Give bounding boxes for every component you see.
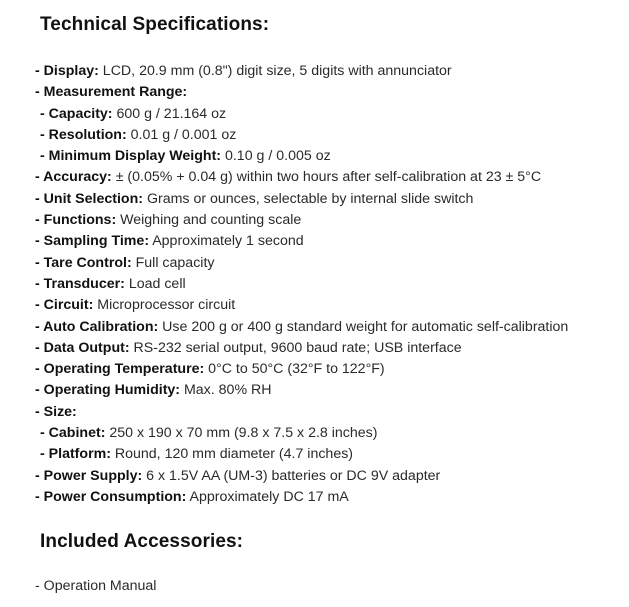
spec-label: - Measurement Range:: [35, 84, 188, 101]
spec-label: - Cabinet:: [40, 425, 106, 442]
spec-label: - Transducer:: [35, 275, 125, 292]
spec-list: [35, 61, 568, 508]
spec-label: - Auto Calibration:: [35, 318, 159, 335]
spec-item: [35, 274, 568, 295]
spec-value: 600 g / 21.164 oz: [112, 105, 227, 122]
spec-item: [35, 317, 568, 338]
technical-specifications-heading: Technical Specifications:: [40, 14, 270, 35]
spec-value: LCD, 20.9 mm (0.8") digit size, 5 digits with annunciator: [98, 63, 452, 79]
spec-item: [35, 253, 568, 274]
spec-value: Full capacity: [131, 254, 215, 271]
spec-label: - Size:: [35, 403, 77, 420]
spec-value: Approximately 1 second: [149, 233, 304, 250]
spec-label: - Unit Selection:: [35, 190, 143, 207]
spec-value: ± (0.05% + 0.04 g) within two hours after self-calibration at 23 ± 5°C: [111, 169, 542, 186]
spec-item: [35, 466, 568, 487]
spec-value: 0.01 g / 0.001 oz: [126, 126, 237, 143]
spec-label: - Operating Humidity:: [35, 382, 181, 399]
included-accessories-heading: Included Accessories:: [40, 531, 244, 552]
spec-item: [35, 359, 568, 380]
spec-item: [35, 295, 568, 316]
spec-item: [35, 189, 568, 210]
spec-value: Round, 120 mm diameter (4.7 inches): [110, 446, 354, 463]
spec-item: [35, 338, 568, 359]
spec-label: - Display:: [35, 63, 99, 79]
spec-value: Microprocessor circuit: [93, 297, 236, 314]
spec-label: - Platform:: [40, 446, 111, 463]
spec-value: RS-232 serial output, 9600 baud rate; USB interface: [129, 339, 462, 356]
spec-value: Grams or ounces, selectable by internal slide switch: [143, 190, 474, 207]
spec-value: 6 x 1.5V AA (UM-3) batteries or DC 9V adapter: [142, 467, 441, 484]
spec-label: - Resolution:: [40, 126, 127, 143]
spec-item: [35, 61, 568, 82]
spec-label: - Sampling Time:: [35, 233, 150, 250]
spec-label: - Accuracy:: [35, 169, 112, 186]
spec-label: - Functions:: [35, 212, 117, 229]
spec-value: Weighing and counting scale: [116, 212, 302, 229]
spec-label: - Tare Control:: [35, 254, 132, 271]
spec-label: - Operating Temperature:: [35, 361, 205, 378]
spec-value: 0°C to 50°C (32°F to 122°F): [204, 361, 385, 378]
spec-item: [35, 82, 568, 103]
spec-item: [35, 380, 568, 401]
spec-label: - Circuit:: [35, 297, 94, 314]
spec-item: [35, 167, 568, 188]
spec-value: Use 200 g or 400 g standard weight for automatic self-calibration: [158, 318, 569, 335]
spec-label: - Minimum Display Weight:: [40, 148, 222, 165]
spec-value: 250 x 190 x 70 mm (9.8 x 7.5 x 2.8 inches): [105, 425, 378, 442]
spec-item: [35, 444, 568, 465]
spec-value: 0.10 g / 0.005 oz: [221, 148, 331, 165]
accessories-list: [35, 576, 156, 597]
spec-value: Approximately DC 17 mA: [186, 488, 349, 505]
spec-label: - Data Output:: [35, 339, 130, 356]
spec-value: Max. 80% RH: [180, 382, 272, 399]
spec-item: [35, 402, 568, 423]
spec-label: - Capacity:: [40, 105, 113, 122]
spec-value: Load cell: [124, 275, 186, 292]
spec-item: [35, 146, 568, 167]
spec-item: [35, 423, 568, 444]
spec-item: [35, 487, 568, 508]
spec-item: [35, 104, 568, 125]
spec-label: - Power Supply:: [35, 467, 143, 484]
spec-item: [35, 125, 568, 146]
spec-item: [35, 210, 568, 231]
spec-item: [35, 231, 568, 252]
spec-label: - Power Consumption:: [35, 488, 187, 505]
accessory-item: - Operation Manual: [35, 578, 157, 594]
